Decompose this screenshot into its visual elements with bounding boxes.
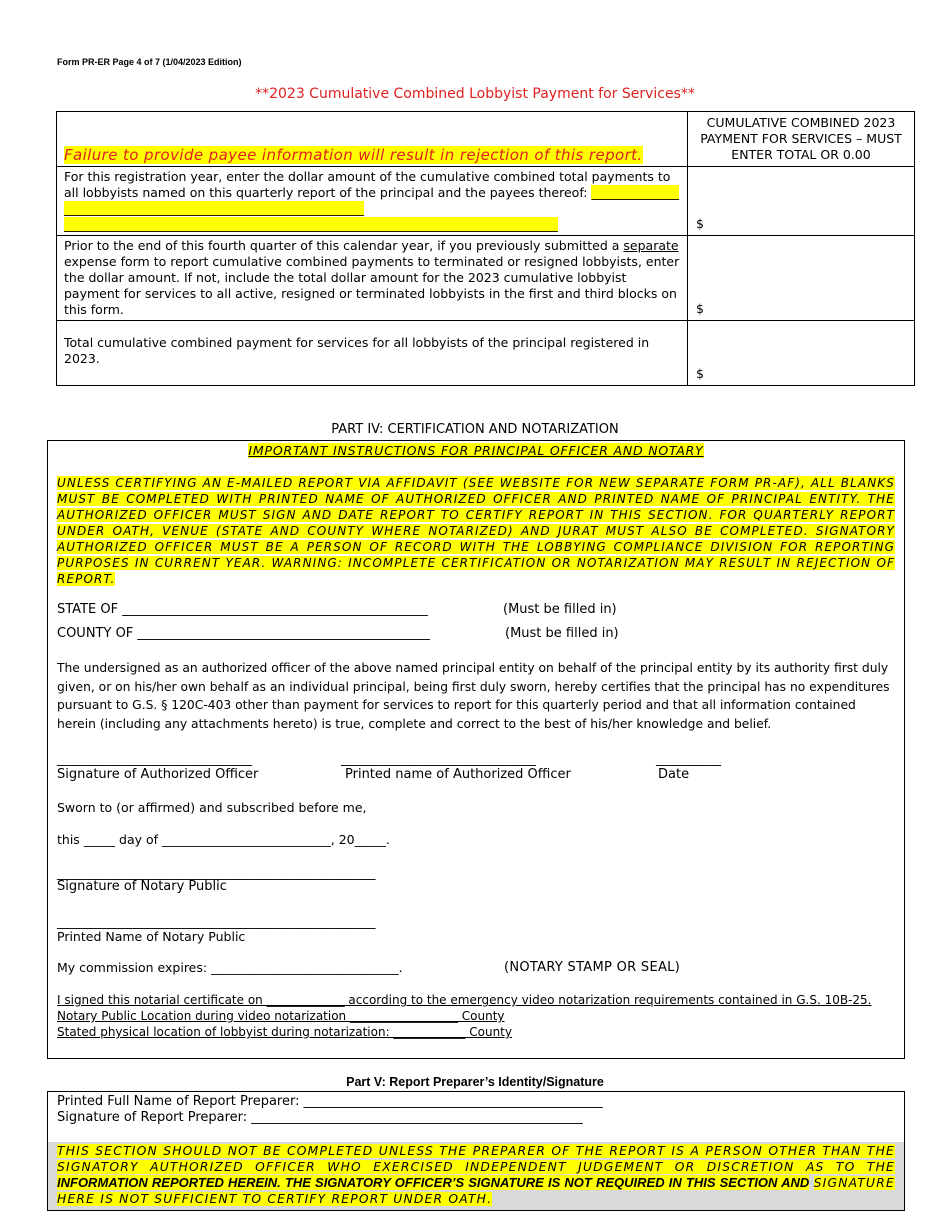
this-day-line[interactable]: this _____ day of ___________________________, 20_____.	[57, 832, 390, 847]
officer-signature-label: Signature of Authorized Officer	[57, 767, 259, 782]
notary-signature-line[interactable]: _________________________________________________	[57, 866, 376, 881]
row-1-blank[interactable]: ______________________________________________________________	[64, 185, 679, 216]
state-must-fill: (Must be filled in)	[503, 602, 617, 617]
preparer-note: THIS SECTION SHOULD NOT BE COMPLETED UNLESS THE PREPARER OF THE REPORT IS A PERSON OTHER THAN THE SIGNATORY AUTHORIZED OFFICER WHO EXERCISED INDEPENDENT JUDGEMENT OR DISCRETION AS TO THE INFORMATION REPORTED HEREIN. THE SIGNATORY OFFICER’S SIGNATURE IS NOT REQUIRED IN THIS SECTION AND SIGNATURE HERE IS NOT SUFFICIENT TO CERTIFY REPORT UNDER OATH.	[57, 1144, 895, 1206]
date-label: Date	[658, 767, 690, 782]
notary-signature-label: Signature of Notary Public	[57, 879, 227, 894]
notary-name-line[interactable]: _________________________________________________	[57, 915, 376, 930]
instructions-text: UNLESS CERTIFYING AN E-MAILED REPORT VIA AFFIDAVIT (SEE WEBSITE FOR NEW SEPARATE FORM PR-AF), ALL BLANKS MUST BE COMPLETED WITH PRINTED NAME OF AUTHORIZED OFFICER AND PRINTED NAME OF PRINCIPAL ENTITY. THE AUTHORIZED OFFICER MUST SIGN AND DATE REPORT TO CERTIFY REPORT IN THIS SECTION. FOR QUARTERLY REPORT UNDER OATH, VENUE (STATE AND COUNTY WHERE NOTARIZED) AND JURAT MUST ALSO BE COMPLETED. SIGNATORY AUTHORIZED OFFICER MUST BE A PERSON OF RECORD WITH THE LOBBYING COMPLIANCE DIVISION FOR REPORTING PURPOSES IN CURRENT YEAR. WARNING: INCOMPLETE CERTIFICATION OR NOTARIZATION MAY RESULT IN REJECTION OF REPORT.	[57, 476, 895, 586]
row-1-text: For this registration year, enter the dollar amount of the cumulative combined total payments to all lobbyists named on this quarterly report of the principal and the payees thereof: ______________________________________________________________ _______________________________________________________________________________	[57, 167, 688, 236]
row-2-amount[interactable]: $	[688, 236, 915, 321]
row-2-text: Prior to the end of this fourth quarter of this calendar year, if you previously submitted a separate expense form to report cumulative combined payments to terminated or resigned lobbyists, enter the dollar amount. If not, include the total dollar amount for the 2023 cumulative lobbyist payment for services to all active, resigned or terminated lobbyists in the first and third blocks on this form.	[57, 236, 688, 321]
county-must-fill: (Must be filled in)	[505, 626, 619, 641]
row-3-text: Total cumulative combined payment for services for all lobbyists of the principal registered in 2023.	[57, 321, 688, 386]
notary-stamp-label: (NOTARY STAMP OR SEAL)	[504, 960, 681, 975]
certification-box	[47, 440, 905, 1059]
preparer-name-field[interactable]: Printed Full Name of Report Preparer: ______________________________________________	[57, 1094, 603, 1109]
date-line[interactable]: __________	[656, 752, 721, 767]
row-3-amount[interactable]: $	[688, 321, 915, 386]
commission-expires[interactable]: My commission expires: ______________________________.	[57, 960, 403, 975]
officer-name-label: Printed name of Authorized Officer	[345, 767, 571, 782]
video-notarization-notes	[57, 992, 872, 1040]
row-1-blank-2[interactable]: _______________________________________________________________________________	[64, 217, 558, 232]
important-instructions: IMPORTANT INSTRUCTIONS FOR PRINCIPAL OFFICER AND NOTARY	[248, 443, 704, 458]
payee-warning: Failure to provide payee information will result in rejection of this report.	[64, 146, 643, 164]
preparer-signature-field[interactable]: Signature of Report Preparer: ___________________________________________________	[57, 1110, 583, 1125]
part4-title: PART IV: CERTIFICATION AND NOTARIZATION	[331, 422, 619, 437]
notary-name-label: Printed Name of Notary Public	[57, 929, 246, 944]
form-id: Form PR-ER Page 4 of 7 (1/04/2023 Edition)	[57, 57, 242, 67]
warning-cell	[57, 112, 688, 167]
county-field[interactable]: COUNTY OF _____________________________________________	[57, 626, 430, 641]
preparer-box	[47, 1091, 905, 1211]
video-note-1[interactable]: I signed this notarial certificate on _____________ according to the emergency video notarization requirements contained in G.S. 10B-25.	[57, 993, 872, 1007]
payment-table	[56, 111, 915, 386]
officer-name-line[interactable]: ______________________________	[341, 752, 536, 767]
certification-text: The undersigned as an authorized officer of the above named principal entity on behalf of the principal entity by its authority first duly given, or on his/her own behalf as an individual principal, being first duly sworn, hereby certifies that the principal has no expenditures pursuant to G.S. § 120C-403 other than payment for services to report for this quarterly period and that all information contained herein (including any attachments hereto) is true, complete and correct to the best of his/her knowledge and belief.	[57, 661, 890, 731]
video-note-2[interactable]: Notary Public Location during video notarization __________________ County	[57, 1009, 505, 1023]
officer-signature-line[interactable]: ______________________________	[57, 752, 252, 767]
sworn-text: Sworn to (or affirmed) and subscribed before me,	[57, 800, 367, 815]
state-field[interactable]: STATE OF _______________________________________________	[57, 602, 428, 617]
row-1-amount[interactable]: $	[688, 167, 915, 236]
video-note-3[interactable]: Stated physical location of lobbyist during notarization: ____________ County	[57, 1025, 512, 1039]
page-title: **2023 Cumulative Combined Lobbyist Payment for Services**	[255, 86, 695, 102]
column-header: CUMULATIVE COMBINED 2023 PAYMENT FOR SERVICES – MUST ENTER TOTAL OR 0.00	[688, 112, 915, 167]
part5-title: Part V: Report Preparer’s Identity/Signature	[346, 1075, 604, 1089]
